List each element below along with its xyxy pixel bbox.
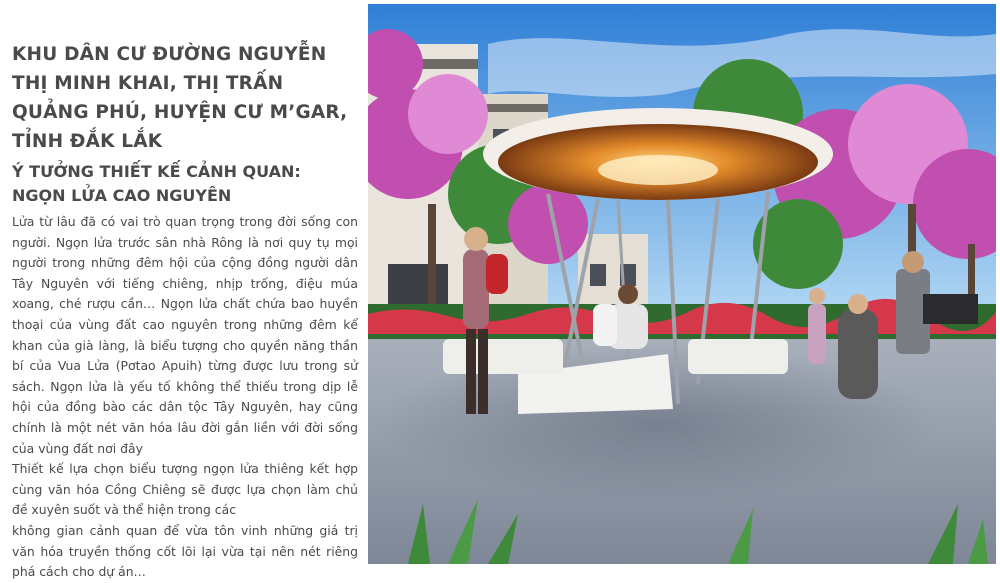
body-paragraph-1: Lửa từ lâu đã có vai trò quan trọng trong đời sống con người. Ngọn lửa trước sân nhà Rông là nơi quy tụ mọi người trong những đêm hội của cộng đồng người dân Tây Nguyên với tiếng chiêng, nhịp trống, điệu múa xoang, ché rượu cần… Ngọn lửa chất chứa bao huyền thoại của vùng đất cao nguyên trong những đêm kể khan của già làng, là biểu tượng cho quyền năng thần bí của Vua Lửa (Pơtao Apuih) từng được lưu trong sử sách. Ngọn lửa là yếu tố không thể thiếu trong dịp lễ hội của đồng bào các dân tộc Tây Nguyên, hay cũng chính là một nét văn hóa lâu đời gắn liền với đời sống của vùng đất nơi đây xyxy=(12,214,358,456)
pavilion-rendering xyxy=(368,4,996,564)
section-subtitle: Ý TƯỞNG THIẾT KẾ CẢNH QUAN: NGỌN LỬA CAO NGUYÊN xyxy=(12,162,301,205)
body-paragraph-2: Thiết kế lựa chọn biểu tượng ngọn lửa thiêng kết hợp cùng văn hóa Cồng Chiêng sẽ được lựa chọn làm chủ đề xuyên suốt và thể hiện trong các xyxy=(12,461,358,518)
page-title: KHU DÂN CƯ ĐƯỜNG NGUYỄN THỊ MINH KHAI, THỊ TRẤN QUẢNG PHÚ, HUYỆN CƯ M’GAR, TỈNH ĐẮK LẮK xyxy=(12,44,348,152)
text-panel xyxy=(0,0,368,580)
body-paragraph-3: không gian cảnh quan để vừa tôn vinh những giá trị văn hóa truyền thống cốt lõi lại vừa tại nên nét riêng phá cách cho dự án… xyxy=(12,522,358,580)
landscape-illustration xyxy=(368,4,996,564)
